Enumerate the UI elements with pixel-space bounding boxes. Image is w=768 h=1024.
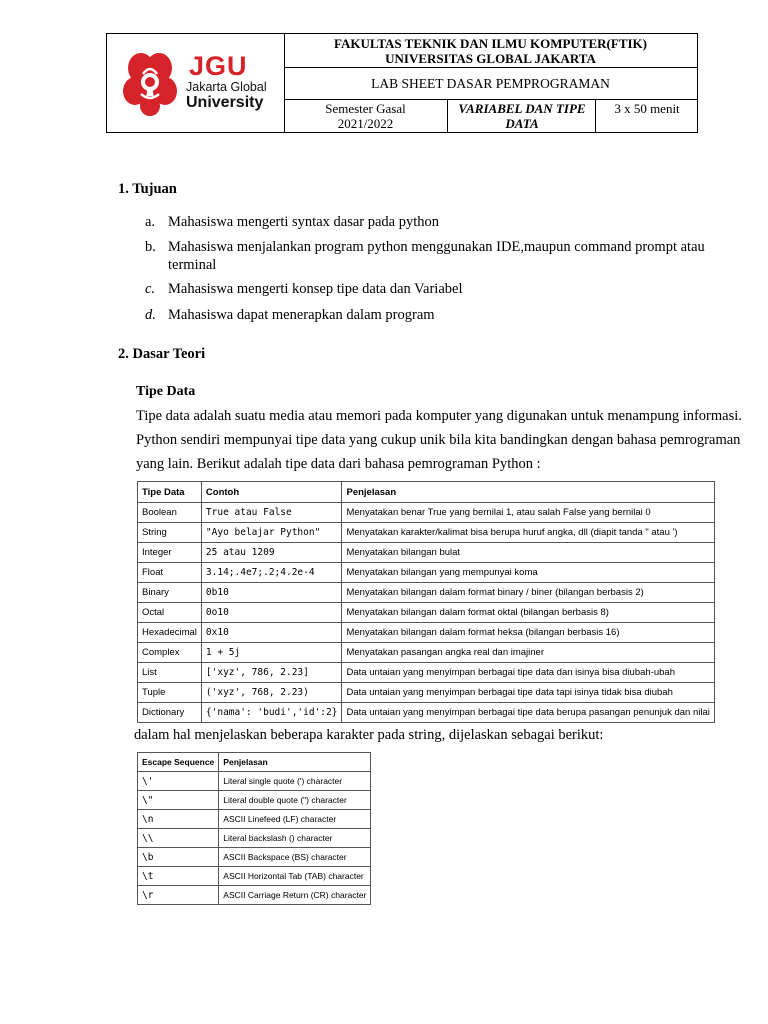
table-row [138,703,715,723]
university-name: UNIVERSITAS GLOBAL JAKARTA [385,51,596,66]
table-row [138,523,715,543]
list-item-text: Mahasiswa mengerti konsep tipe data dan Variabel [168,281,463,297]
cell-desc: Data untaian yang menyimpan berbagai tipe data tapi isinya tidak bisa diubah [342,683,714,703]
cell-desc: Menyatakan bilangan dalam format binary / biner (bilangan berbasis 2) [342,583,714,603]
cell-desc: Menyatakan pasangan angka real dan imajiner [342,643,714,663]
list-marker: c. [145,281,156,297]
topic-line1: VARIABEL DAN TIPE [458,101,586,116]
cell-sequence: \\ [138,829,219,848]
table-row [138,772,371,791]
cell-example: {'nama': 'budi','id':2} [201,703,342,723]
semester-cell [284,99,448,132]
cell-sequence: \b [138,848,219,867]
cell-desc: Literal double quote (") character [219,791,371,810]
cell-type: Complex [138,643,202,663]
cell-example: "Ayo belajar Python" [201,523,342,543]
cell-desc: Menyatakan karakter/kalimat bisa berupa huruf angka, dll (diapit tanda " atau ') [342,523,714,543]
cell-desc: Data untaian yang menyimpan berbagai tipe data dan isinya bisa diubah-ubah [342,663,714,683]
paragraph-line: Tipe data adalah suatu media atau memori pada komputer yang digunakan untuk menampung informasi. [136,408,742,424]
cell-example: True atau False [201,503,342,523]
table-row [138,603,715,623]
cell-desc: Menyatakan benar True yang bernilai 1, atau salah False yang bernilai 0 [342,503,714,523]
table-row [138,791,371,810]
list-item-text: Mahasiswa menjalankan program python menggunakan IDE,maupun command prompt atau [168,239,705,255]
cell-desc: ASCII Backspace (BS) character [219,848,371,867]
table-row [138,810,371,829]
cell-type: List [138,663,202,683]
section-2-title: 2. Dasar Teori [118,346,206,362]
semester-year: 2021/2022 [337,116,394,131]
table-header-row [138,753,371,772]
table-row [138,503,715,523]
table-row [138,583,715,603]
cell-type: Boolean [138,503,202,523]
list-marker: b. [145,239,156,255]
cell-desc: Literal backslash () character [219,829,371,848]
cell-sequence: \' [138,772,219,791]
cell-example: 0b10 [201,583,342,603]
cell-type: Tuple [138,683,202,703]
cell-example: 25 atau 1209 [201,543,342,563]
column-header: Tipe Data [138,482,202,503]
column-header: Contoh [201,482,342,503]
cell-example: 0o10 [201,603,342,623]
table-header-row [138,482,715,503]
table-row [138,543,715,563]
list-item-text: Mahasiswa mengerti syntax dasar pada python [168,214,439,230]
logo-line1: Jakarta Global [186,80,267,94]
table-row [138,829,371,848]
cell-sequence: \n [138,810,219,829]
cell-type: Hexadecimal [138,623,202,643]
paragraph-line: yang lain. Berikut adalah tipe data dari bahasa pemrograman Python : [136,456,541,472]
table-row [138,848,371,867]
table-row [138,886,371,905]
escape-intro: dalam hal menjelaskan beberapa karakter pada string, dijelaskan sebagai berikut: [134,727,604,743]
cell-desc: ASCII Carriage Return (CR) character [219,886,371,905]
section-1-title: 1. Tujuan [118,181,177,197]
table-row [138,623,715,643]
cell-desc: Menyatakan bilangan dalam format heksa (bilangan berbasis 16) [342,623,714,643]
logo-jgu: JGU [189,51,248,81]
cell-type: Float [138,563,202,583]
cell-desc: Literal single quote (') character [219,772,371,791]
table-row [138,563,715,583]
cell-type: Binary [138,583,202,603]
cell-example: 0x10 [201,623,342,643]
document-header [106,33,698,133]
sheet-title: LAB SHEET DASAR PEMPROGRAMAN [284,68,697,100]
table-row [138,663,715,683]
cell-example: ('xyz', 768, 2.23) [201,683,342,703]
cell-desc: Menyatakan bilangan dalam format oktal (bilangan berbasis 8) [342,603,714,623]
semester-label: Semester Gasal [325,101,406,116]
cell-example: ['xyz', 786, 2.23] [201,663,342,683]
cell-desc: Menyatakan bilangan yang mempunyai koma [342,563,714,583]
cell-example: 1 + 5j [201,643,342,663]
faculty-cell [284,34,697,68]
list-item-text-cont: terminal [168,257,217,273]
cell-desc: Menyatakan bilangan bulat [342,543,714,563]
list-item-text: Mahasiswa dapat menerapkan dalam program [168,307,435,323]
cell-desc: ASCII Linefeed (LF) character [219,810,371,829]
cell-sequence: \t [138,867,219,886]
faculty-name: FAKULTAS TEKNIK DAN ILMU KOMPUTER(FTIK) [334,36,647,51]
cell-type: Dictionary [138,703,202,723]
table-row [138,643,715,663]
cell-example: 3.14;.4e7;.2;4.2e-4 [201,563,342,583]
escape-sequence-table [137,752,371,905]
data-type-table [137,481,715,723]
cell-desc: ASCII Horizontal Tab (TAB) character [219,867,371,886]
duration-cell: 3 x 50 menit [614,101,680,116]
paragraph-line: Python sendiri mempunyai tipe data yang cukup unik bila kita bandingkan dengan bahasa pemrograman [136,432,741,448]
list-marker: a. [145,214,156,230]
table-row [138,867,371,886]
cell-type: String [138,523,202,543]
cell-desc: Data untaian yang menyimpan berbagai tipe data berupa pasangan penunjuk dan nilai [342,703,714,723]
column-header: Escape Sequence [138,753,219,772]
cell-type: Octal [138,603,202,623]
table-row [138,683,715,703]
column-header: Penjelasan [219,753,371,772]
cell-sequence: \r [138,886,219,905]
subsection-title: Tipe Data [136,384,196,399]
logo-line2: University [186,94,264,111]
cell-sequence: \" [138,791,219,810]
list-marker: d. [145,307,156,323]
logo-cell [107,34,285,132]
column-header: Penjelasan [342,482,714,503]
cell-type: Integer [138,543,202,563]
topic-line2: DATA [505,116,539,131]
topic-cell [449,99,596,132]
paragraph [136,404,742,476]
